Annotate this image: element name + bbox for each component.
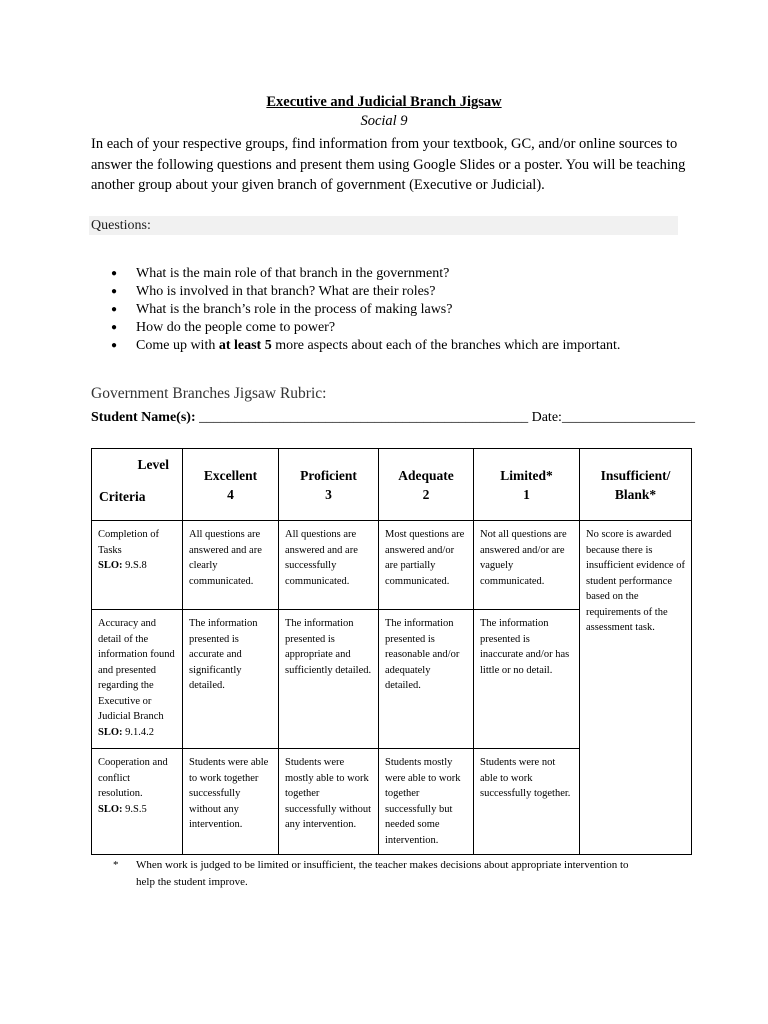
- level-name: Insufficient/: [600, 467, 671, 483]
- rubric-table: [91, 448, 692, 855]
- criterion-cell: [92, 521, 183, 610]
- rubric-cell: All questions are answered and are successfully communicated.: [279, 521, 379, 610]
- criteria-label: Criteria: [99, 488, 146, 504]
- level-name: Excellent: [203, 467, 258, 483]
- rubric-cell: The information presented is accurate and significantly detailed.: [183, 610, 279, 749]
- slo-label: SLO:: [98, 726, 123, 738]
- rubric-cell: Not all questions are answered and/or are vaguely communicated.: [474, 521, 580, 610]
- level-header: [580, 449, 692, 521]
- date-blank: ___________________: [561, 410, 695, 425]
- criterion-name: Completion of Tasks: [98, 529, 159, 556]
- question-text: How do the people come to power?: [136, 320, 336, 335]
- question-text-before: Come up with: [136, 338, 219, 353]
- questions-list: [91, 265, 711, 355]
- rubric-cell: Students were mostly able to work together successfully without any intervention.: [279, 749, 379, 855]
- insufficient-cell-continuation: [580, 749, 692, 855]
- document-title: Executive and Judicial Branch Jigsaw: [266, 94, 502, 110]
- bullet-icon: ●: [111, 340, 118, 351]
- bullet-icon: ●: [111, 286, 118, 297]
- rubric-cell: The information presented is reasonable and/or adequately detailed.: [379, 610, 474, 749]
- list-item: [91, 337, 711, 355]
- list-item: [91, 301, 711, 319]
- list-item: [91, 319, 711, 337]
- document-subtitle: Social 9: [360, 113, 408, 129]
- date-label: Date:: [531, 410, 562, 425]
- level-score: 2: [422, 486, 430, 502]
- level-header: [379, 449, 474, 521]
- insufficient-cell: No score is awarded because there is insufficient evidence of student performance based on the requirements of the assessment task.: [580, 521, 692, 749]
- criterion-cell: [92, 610, 183, 749]
- slo-value: 9.S.8: [122, 560, 147, 571]
- level-label: Level: [137, 457, 169, 472]
- criterion-name: Accuracy and detail of the information found and presented regarding the Executive or Judicial Branch: [98, 618, 175, 722]
- slo-value: 9.1.4.2: [122, 726, 155, 738]
- bullet-icon: ●: [111, 322, 118, 333]
- level-score: 1: [523, 486, 530, 502]
- rubric-cell: Students mostly were able to work together successfully but needed some intervention.: [379, 749, 474, 855]
- question-text-after: more aspects about each of the branches which are important.: [271, 338, 621, 353]
- table-row: [92, 521, 692, 610]
- footnote-marker: *: [113, 859, 119, 871]
- footnote: [113, 857, 633, 891]
- list-item: [91, 283, 711, 301]
- level-name: Proficient: [300, 467, 357, 483]
- level-name: Limited*: [500, 467, 553, 483]
- level-score: 3: [325, 486, 332, 502]
- student-name-line: [91, 410, 695, 426]
- criterion-name: Cooperation and conflict resolution.: [98, 757, 168, 799]
- rubric-cell: Students were able to work together successfully without any intervention.: [183, 749, 279, 855]
- table-row: [92, 749, 692, 855]
- rubric-cell: Most questions are answered and/or are partially communicated.: [379, 521, 474, 610]
- question-text: What is the main role of that branch in the government?: [136, 266, 450, 281]
- bullet-icon: ●: [111, 304, 118, 315]
- footnote-text: When work is judged to be limited or insufficient, the teacher makes decisions about appropriate intervention to help the student improve.: [136, 859, 629, 888]
- bullet-icon: ●: [111, 268, 118, 279]
- rubric-cell: All questions are answered and are clearly communicated.: [183, 521, 279, 610]
- rubric-corner-header: [92, 449, 183, 521]
- level-score: 4: [227, 486, 234, 502]
- question-text: What is the branch’s role in the process of making laws?: [136, 302, 453, 317]
- student-name-blank: _______________________________________________: [195, 410, 532, 425]
- question-text: Who is involved in that branch? What are their roles?: [136, 284, 436, 299]
- questions-heading: Questions:: [91, 218, 151, 233]
- rubric-cell: The information presented is inaccurate and/or has little or no detail.: [474, 610, 580, 749]
- intro-paragraph: In each of your respective groups, find information from your textbook, GC, and/or online sources to answer the following questions and present them using Google Slides or a poster. You will be teaching another group about your given branch of government (Executive or Judicial).: [91, 136, 686, 193]
- slo-label: SLO:: [98, 803, 123, 815]
- level-name: Adequate: [398, 467, 454, 483]
- question-text-bold: at least 5: [218, 338, 272, 353]
- rubric-cell: Students were not able to work successfully together.: [474, 749, 580, 855]
- level-header: [183, 449, 279, 521]
- student-name-label: Student Name(s):: [91, 410, 196, 425]
- criterion-cell: [92, 749, 183, 855]
- level-header: [474, 449, 580, 521]
- rubric-heading: Government Branches Jigsaw Rubric:: [91, 385, 327, 402]
- questions-heading-background: [89, 216, 678, 235]
- list-item: [91, 265, 711, 283]
- slo-value: 9.S.5: [122, 803, 147, 815]
- rubric-cell: The information presented is appropriate and sufficiently detailed.: [279, 610, 379, 749]
- slo-label: SLO:: [98, 560, 123, 571]
- level-header: [279, 449, 379, 521]
- level-score: Blank*: [614, 486, 657, 502]
